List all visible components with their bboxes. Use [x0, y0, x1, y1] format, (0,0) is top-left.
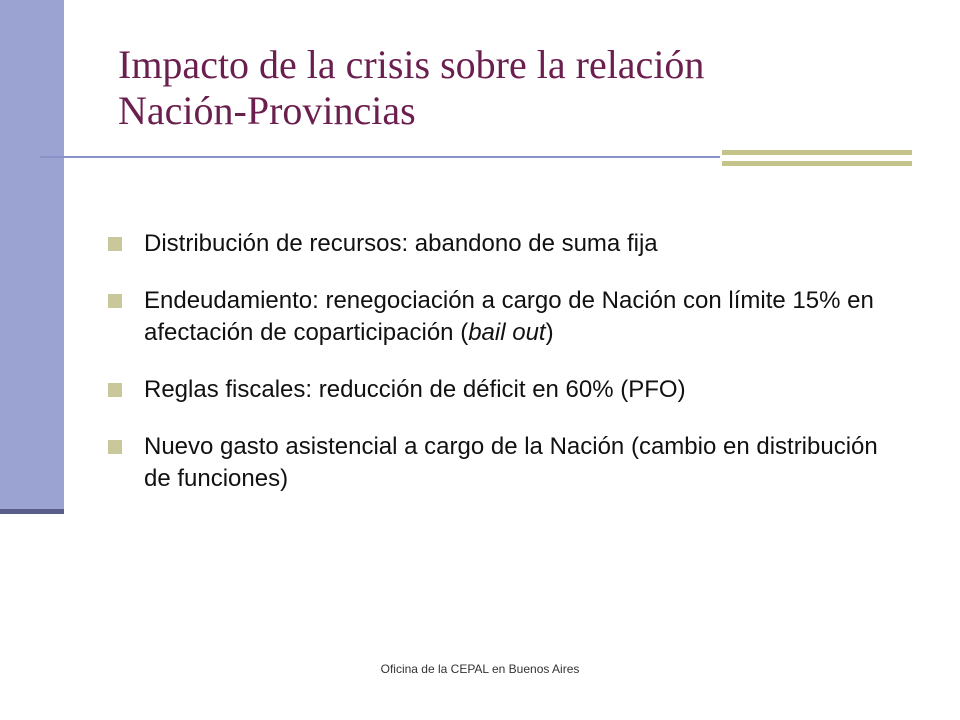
bullet-text: Reglas fiscales: reducción de déficit en 60% (PFO): [144, 376, 686, 403]
square-bullet-icon: [108, 440, 122, 454]
bullet-text-end: ): [545, 319, 554, 346]
bullet-text-italic: bail out: [468, 319, 546, 346]
bullet-item-reglas-fiscales: [108, 374, 888, 406]
bullet-text: Distribución de recursos: abandono de suma fija: [144, 230, 658, 257]
slide-title-line-2: Nación-Provincias: [118, 88, 416, 133]
left-accent-bar-shadow: [0, 509, 64, 514]
bullet-list: [108, 228, 888, 520]
slide-title: [118, 42, 898, 134]
square-bullet-icon: [108, 237, 122, 251]
bullet-item-endeudamiento: [108, 285, 888, 349]
title-underline-accent-bottom: [722, 161, 912, 166]
bullet-item-distribucion: [108, 228, 888, 260]
title-underline-accent-top: [722, 150, 912, 155]
bullet-text: Endeudamiento: renegociación a cargo de Nación con límite 15% en afectación de coparticipación (: [144, 287, 874, 346]
title-underline-accent: [722, 150, 912, 166]
left-accent-bar: [0, 0, 64, 512]
square-bullet-icon: [108, 383, 122, 397]
title-underline: [40, 156, 720, 158]
slide-title-line-1: Impacto de la crisis sobre la relación: [118, 42, 705, 87]
square-bullet-icon: [108, 294, 122, 308]
bullet-text: Nuevo gasto asistencial a cargo de la Nación (cambio en distribución de funciones): [144, 433, 878, 492]
bullet-item-gasto-asistencial: [108, 431, 888, 495]
slide-footer: Oficina de la CEPAL en Buenos Aires: [380, 662, 580, 676]
